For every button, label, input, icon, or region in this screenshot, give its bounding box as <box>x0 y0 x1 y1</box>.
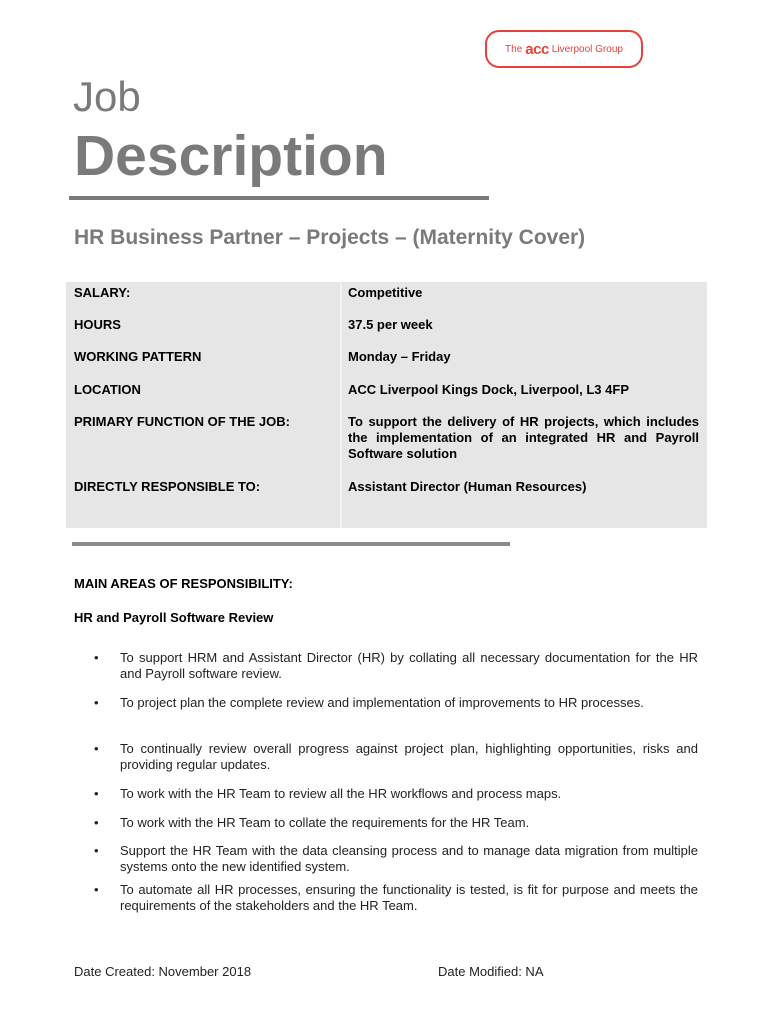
date-created: Date Created: November 2018 <box>74 964 252 979</box>
info-value: Competitive <box>348 285 423 300</box>
info-value: Monday – Friday <box>348 349 451 364</box>
acc-liverpool-group-logo <box>485 30 643 68</box>
list-item-text: To support HRM and Assistant Director (HR) by collating all necessary documentation for the HR and Payroll software review. <box>120 650 698 681</box>
bullet-icon: • <box>94 786 99 801</box>
list-item-text: To continually review overall progress against project plan, highlighting opportunities, risks and providing regular updates. <box>120 741 698 772</box>
list-item-text: To project plan the complete review and implementation of improvements to HR processes. <box>120 695 644 710</box>
date-modified: Date Modified: NA <box>438 964 544 979</box>
title-job: Job <box>73 73 141 120</box>
title-divider <box>69 196 489 200</box>
title-description: Description <box>74 124 388 188</box>
list-item-text: To automate all HR processes, ensuring the functionality is tested, is fit for purpose and meets the requirements of the stakeholders and the HR Team. <box>120 882 698 913</box>
info-label: PRIMARY FUNCTION OF THE JOB: <box>74 414 290 429</box>
info-value: To support the delivery of HR projects, which includes the implementation of an integrated HR and Payroll Software solution <box>348 414 699 461</box>
info-value: ACC Liverpool Kings Dock, Liverpool, L3 4FP <box>348 382 629 397</box>
bullet-icon: • <box>94 695 99 710</box>
bullet-icon: • <box>94 815 99 830</box>
column-divider <box>340 282 342 528</box>
job-title: HR Business Partner – Projects – (Maternity Cover) <box>74 226 586 249</box>
logo-prefix: The <box>505 43 523 55</box>
bullet-icon: • <box>94 882 99 897</box>
logo-suffix: Liverpool Group <box>551 43 623 55</box>
info-label: DIRECTLY RESPONSIBLE TO: <box>74 479 261 494</box>
bullet-icon: • <box>94 843 99 858</box>
info-label: SALARY: <box>74 285 131 300</box>
info-label: LOCATION <box>74 382 141 397</box>
list-item-text: Support the HR Team with the data cleansing process and to manage data migration from multiple systems onto the new identified system. <box>120 843 698 874</box>
job-info-table <box>66 282 707 528</box>
bullet-icon: • <box>94 650 99 665</box>
info-label: WORKING PATTERN <box>74 349 202 364</box>
bullet-icon: • <box>94 741 99 756</box>
section-divider <box>72 542 510 546</box>
main-areas-heading: MAIN AREAS OF RESPONSIBILITY: <box>74 576 293 591</box>
info-label: HOURS <box>74 317 121 332</box>
review-subheading: HR and Payroll Software Review <box>74 610 274 625</box>
list-item-text: To work with the HR Team to review all the HR workflows and process maps. <box>120 786 562 801</box>
info-value: 37.5 per week <box>348 317 433 332</box>
info-value: Assistant Director (Human Resources) <box>348 479 587 494</box>
list-item-text: To work with the HR Team to collate the requirements for the HR Team. <box>120 815 530 830</box>
logo-brand: acc <box>525 40 549 58</box>
